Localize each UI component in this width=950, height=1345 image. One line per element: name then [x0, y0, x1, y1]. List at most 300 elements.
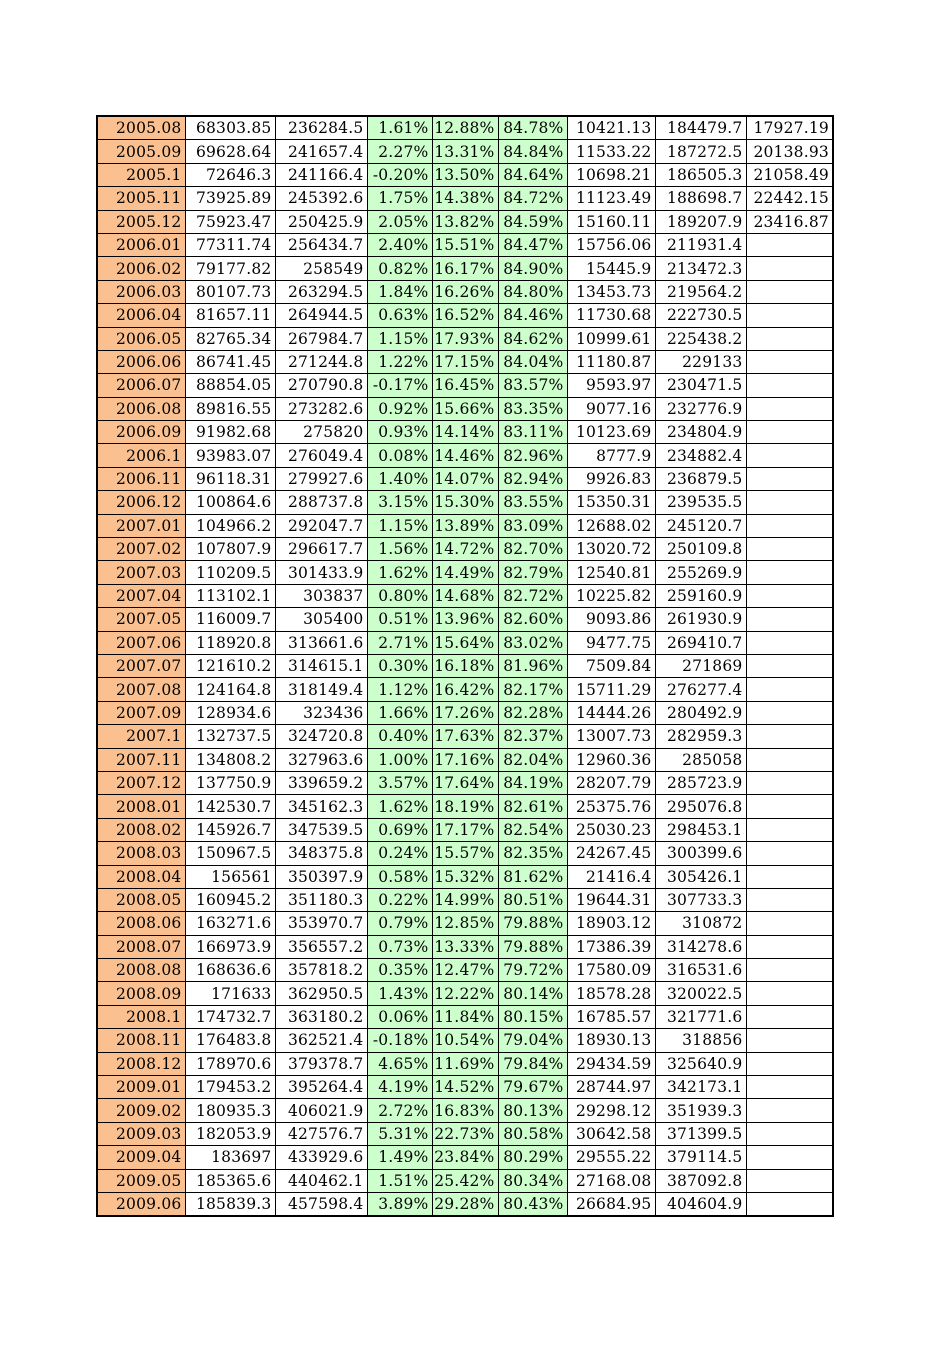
value-cell[interactable]: 296617.7 [275, 538, 367, 561]
growth-pct-cell[interactable]: 2.05% [367, 210, 432, 233]
date-cell[interactable]: 2007.11 [97, 748, 185, 771]
date-cell[interactable]: 2006.04 [97, 304, 185, 327]
date-cell[interactable]: 2006.1 [97, 444, 185, 467]
ratio-pct-cell[interactable]: 16.17% [432, 257, 498, 280]
value-cell[interactable]: 80107.73 [185, 280, 275, 303]
amount-cell[interactable]: 186505.3 [655, 163, 746, 186]
value-cell[interactable]: 91982.68 [185, 421, 275, 444]
amount-cell[interactable]: 269410.7 [655, 631, 746, 654]
amount-cell[interactable]: 10999.61 [567, 327, 655, 350]
amount-cell[interactable]: 184479.7 [655, 116, 746, 140]
value-cell[interactable]: 353970.7 [275, 912, 367, 935]
value-cell[interactable]: 395264.4 [275, 1076, 367, 1099]
amount-cell[interactable]: 11533.22 [567, 140, 655, 163]
value-cell[interactable]: 121610.2 [185, 654, 275, 677]
amount-cell[interactable]: 371399.5 [655, 1122, 746, 1145]
value-cell[interactable]: 241166.4 [275, 163, 367, 186]
amount-cell[interactable] [746, 350, 833, 373]
ratio-pct-cell[interactable]: 12.22% [432, 982, 498, 1005]
date-cell[interactable]: 2009.06 [97, 1192, 185, 1216]
ratio-pct-cell[interactable]: 17.64% [432, 771, 498, 794]
value-cell[interactable]: 241657.4 [275, 140, 367, 163]
amount-cell[interactable] [746, 1052, 833, 1075]
growth-pct-cell[interactable]: 2.40% [367, 233, 432, 256]
ratio-pct-cell[interactable]: 16.52% [432, 304, 498, 327]
value-cell[interactable]: 305400 [275, 608, 367, 631]
date-cell[interactable]: 2007.04 [97, 584, 185, 607]
share-pct-cell[interactable]: 82.28% [498, 701, 567, 724]
amount-cell[interactable]: 14444.26 [567, 701, 655, 724]
share-pct-cell[interactable]: 82.54% [498, 818, 567, 841]
share-pct-cell[interactable]: 84.59% [498, 210, 567, 233]
ratio-pct-cell[interactable]: 29.28% [432, 1192, 498, 1216]
share-pct-cell[interactable]: 84.72% [498, 187, 567, 210]
amount-cell[interactable] [746, 888, 833, 911]
amount-cell[interactable]: 11180.87 [567, 350, 655, 373]
amount-cell[interactable]: 232776.9 [655, 397, 746, 420]
share-pct-cell[interactable]: 82.17% [498, 678, 567, 701]
value-cell[interactable]: 313661.6 [275, 631, 367, 654]
value-cell[interactable]: 276049.4 [275, 444, 367, 467]
value-cell[interactable]: 256434.7 [275, 233, 367, 256]
growth-pct-cell[interactable]: 1.12% [367, 678, 432, 701]
amount-cell[interactable]: 187272.5 [655, 140, 746, 163]
ratio-pct-cell[interactable]: 15.66% [432, 397, 498, 420]
amount-cell[interactable]: 189207.9 [655, 210, 746, 233]
amount-cell[interactable] [746, 561, 833, 584]
growth-pct-cell[interactable]: 1.84% [367, 280, 432, 303]
amount-cell[interactable]: 325640.9 [655, 1052, 746, 1075]
ratio-pct-cell[interactable]: 17.63% [432, 725, 498, 748]
growth-pct-cell[interactable]: 0.58% [367, 865, 432, 888]
date-cell[interactable]: 2009.01 [97, 1076, 185, 1099]
share-pct-cell[interactable]: 84.78% [498, 116, 567, 140]
amount-cell[interactable]: 310872 [655, 912, 746, 935]
amount-cell[interactable]: 29555.22 [567, 1146, 655, 1169]
ratio-pct-cell[interactable]: 23.84% [432, 1146, 498, 1169]
amount-cell[interactable]: 276277.4 [655, 678, 746, 701]
date-cell[interactable]: 2006.02 [97, 257, 185, 280]
growth-pct-cell[interactable]: 0.92% [367, 397, 432, 420]
value-cell[interactable]: 132737.5 [185, 725, 275, 748]
amount-cell[interactable]: 321771.6 [655, 1005, 746, 1028]
ratio-pct-cell[interactable]: 15.51% [432, 233, 498, 256]
value-cell[interactable]: 118920.8 [185, 631, 275, 654]
share-pct-cell[interactable]: 81.62% [498, 865, 567, 888]
amount-cell[interactable]: 9477.75 [567, 631, 655, 654]
amount-cell[interactable]: 255269.9 [655, 561, 746, 584]
ratio-pct-cell[interactable]: 14.14% [432, 421, 498, 444]
date-cell[interactable]: 2008.12 [97, 1052, 185, 1075]
date-cell[interactable]: 2005.09 [97, 140, 185, 163]
amount-cell[interactable] [746, 678, 833, 701]
date-cell[interactable]: 2008.01 [97, 795, 185, 818]
ratio-pct-cell[interactable]: 14.52% [432, 1076, 498, 1099]
value-cell[interactable]: 279927.6 [275, 467, 367, 490]
amount-cell[interactable]: 230471.5 [655, 374, 746, 397]
date-cell[interactable]: 2008.09 [97, 982, 185, 1005]
share-pct-cell[interactable]: 83.55% [498, 491, 567, 514]
growth-pct-cell[interactable]: -0.17% [367, 374, 432, 397]
amount-cell[interactable] [746, 397, 833, 420]
amount-cell[interactable]: 10123.69 [567, 421, 655, 444]
value-cell[interactable]: 77311.74 [185, 233, 275, 256]
value-cell[interactable]: 245392.6 [275, 187, 367, 210]
value-cell[interactable]: 270790.8 [275, 374, 367, 397]
growth-pct-cell[interactable]: 0.30% [367, 654, 432, 677]
value-cell[interactable]: 314615.1 [275, 654, 367, 677]
value-cell[interactable]: 323436 [275, 701, 367, 724]
value-cell[interactable]: 156561 [185, 865, 275, 888]
amount-cell[interactable]: 9093.86 [567, 608, 655, 631]
value-cell[interactable]: 351180.3 [275, 888, 367, 911]
amount-cell[interactable] [746, 467, 833, 490]
ratio-pct-cell[interactable]: 11.84% [432, 1005, 498, 1028]
amount-cell[interactable]: 259160.9 [655, 584, 746, 607]
amount-cell[interactable]: 11730.68 [567, 304, 655, 327]
growth-pct-cell[interactable]: 3.89% [367, 1192, 432, 1216]
value-cell[interactable]: 185365.6 [185, 1169, 275, 1192]
value-cell[interactable]: 180935.3 [185, 1099, 275, 1122]
ratio-pct-cell[interactable]: 14.72% [432, 538, 498, 561]
amount-cell[interactable]: 17580.09 [567, 959, 655, 982]
value-cell[interactable]: 88854.05 [185, 374, 275, 397]
value-cell[interactable]: 363180.2 [275, 1005, 367, 1028]
value-cell[interactable]: 100864.6 [185, 491, 275, 514]
date-cell[interactable]: 2007.03 [97, 561, 185, 584]
amount-cell[interactable] [746, 280, 833, 303]
amount-cell[interactable]: 285058 [655, 748, 746, 771]
amount-cell[interactable] [746, 1076, 833, 1099]
amount-cell[interactable]: 22442.15 [746, 187, 833, 210]
amount-cell[interactable]: 17927.19 [746, 116, 833, 140]
amount-cell[interactable]: 7509.84 [567, 654, 655, 677]
ratio-pct-cell[interactable]: 13.33% [432, 935, 498, 958]
amount-cell[interactable]: 404604.9 [655, 1192, 746, 1216]
amount-cell[interactable]: 20138.93 [746, 140, 833, 163]
value-cell[interactable]: 271244.8 [275, 350, 367, 373]
value-cell[interactable]: 142530.7 [185, 795, 275, 818]
amount-cell[interactable]: 18903.12 [567, 912, 655, 935]
amount-cell[interactable]: 18578.28 [567, 982, 655, 1005]
amount-cell[interactable]: 18930.13 [567, 1029, 655, 1052]
date-cell[interactable]: 2005.08 [97, 116, 185, 140]
ratio-pct-cell[interactable]: 13.96% [432, 608, 498, 631]
share-pct-cell[interactable]: 84.84% [498, 140, 567, 163]
date-cell[interactable]: 2007.01 [97, 514, 185, 537]
date-cell[interactable]: 2006.11 [97, 467, 185, 490]
value-cell[interactable]: 113102.1 [185, 584, 275, 607]
value-cell[interactable]: 79177.82 [185, 257, 275, 280]
value-cell[interactable]: 327963.6 [275, 748, 367, 771]
amount-cell[interactable] [746, 982, 833, 1005]
value-cell[interactable]: 107807.9 [185, 538, 275, 561]
value-cell[interactable]: 292047.7 [275, 514, 367, 537]
amount-cell[interactable]: 15160.11 [567, 210, 655, 233]
ratio-pct-cell[interactable]: 16.83% [432, 1099, 498, 1122]
share-pct-cell[interactable]: 82.94% [498, 467, 567, 490]
amount-cell[interactable] [746, 748, 833, 771]
share-pct-cell[interactable]: 83.09% [498, 514, 567, 537]
value-cell[interactable]: 134808.2 [185, 748, 275, 771]
growth-pct-cell[interactable]: 0.93% [367, 421, 432, 444]
share-pct-cell[interactable]: 80.14% [498, 982, 567, 1005]
amount-cell[interactable]: 229133 [655, 350, 746, 373]
amount-cell[interactable]: 10421.13 [567, 116, 655, 140]
amount-cell[interactable]: 10225.82 [567, 584, 655, 607]
ratio-pct-cell[interactable]: 12.88% [432, 116, 498, 140]
value-cell[interactable]: 357818.2 [275, 959, 367, 982]
value-cell[interactable]: 75923.47 [185, 210, 275, 233]
date-cell[interactable]: 2006.07 [97, 374, 185, 397]
value-cell[interactable]: 379378.7 [275, 1052, 367, 1075]
amount-cell[interactable]: 305426.1 [655, 865, 746, 888]
date-cell[interactable]: 2007.08 [97, 678, 185, 701]
share-pct-cell[interactable]: 79.88% [498, 935, 567, 958]
share-pct-cell[interactable]: 79.04% [498, 1029, 567, 1052]
growth-pct-cell[interactable]: 5.31% [367, 1122, 432, 1145]
amount-cell[interactable]: 24267.45 [567, 842, 655, 865]
ratio-pct-cell[interactable]: 22.73% [432, 1122, 498, 1145]
value-cell[interactable]: 124164.8 [185, 678, 275, 701]
growth-pct-cell[interactable]: 1.15% [367, 327, 432, 350]
value-cell[interactable]: 110209.5 [185, 561, 275, 584]
value-cell[interactable]: 301433.9 [275, 561, 367, 584]
growth-pct-cell[interactable]: 1.56% [367, 538, 432, 561]
amount-cell[interactable]: 245120.7 [655, 514, 746, 537]
share-pct-cell[interactable]: 79.72% [498, 959, 567, 982]
amount-cell[interactable]: 236879.5 [655, 467, 746, 490]
amount-cell[interactable]: 27168.08 [567, 1169, 655, 1192]
amount-cell[interactable]: 280492.9 [655, 701, 746, 724]
amount-cell[interactable]: 15350.31 [567, 491, 655, 514]
amount-cell[interactable]: 12540.81 [567, 561, 655, 584]
value-cell[interactable]: 348375.8 [275, 842, 367, 865]
growth-pct-cell[interactable]: 3.57% [367, 771, 432, 794]
amount-cell[interactable]: 9077.16 [567, 397, 655, 420]
value-cell[interactable]: 406021.9 [275, 1099, 367, 1122]
amount-cell[interactable]: 298453.1 [655, 818, 746, 841]
value-cell[interactable]: 89816.55 [185, 397, 275, 420]
share-pct-cell[interactable]: 84.80% [498, 280, 567, 303]
share-pct-cell[interactable]: 80.43% [498, 1192, 567, 1216]
share-pct-cell[interactable]: 81.96% [498, 654, 567, 677]
amount-cell[interactable] [746, 701, 833, 724]
value-cell[interactable]: 163271.6 [185, 912, 275, 935]
ratio-pct-cell[interactable]: 15.30% [432, 491, 498, 514]
ratio-pct-cell[interactable]: 16.18% [432, 654, 498, 677]
growth-pct-cell[interactable]: 3.15% [367, 491, 432, 514]
value-cell[interactable]: 273282.6 [275, 397, 367, 420]
amount-cell[interactable] [746, 818, 833, 841]
growth-pct-cell[interactable]: 1.43% [367, 982, 432, 1005]
ratio-pct-cell[interactable]: 10.54% [432, 1029, 498, 1052]
value-cell[interactable]: 137750.9 [185, 771, 275, 794]
growth-pct-cell[interactable]: 1.00% [367, 748, 432, 771]
value-cell[interactable]: 457598.4 [275, 1192, 367, 1216]
share-pct-cell[interactable]: 79.67% [498, 1076, 567, 1099]
amount-cell[interactable]: 320022.5 [655, 982, 746, 1005]
ratio-pct-cell[interactable]: 17.17% [432, 818, 498, 841]
amount-cell[interactable]: 29298.12 [567, 1099, 655, 1122]
growth-pct-cell[interactable]: 0.35% [367, 959, 432, 982]
amount-cell[interactable]: 234804.9 [655, 421, 746, 444]
value-cell[interactable]: 174732.7 [185, 1005, 275, 1028]
amount-cell[interactable] [746, 538, 833, 561]
date-cell[interactable]: 2008.02 [97, 818, 185, 841]
growth-pct-cell[interactable]: 0.80% [367, 584, 432, 607]
date-cell[interactable]: 2006.08 [97, 397, 185, 420]
ratio-pct-cell[interactable]: 16.26% [432, 280, 498, 303]
amount-cell[interactable]: 13453.73 [567, 280, 655, 303]
date-cell[interactable]: 2007.09 [97, 701, 185, 724]
date-cell[interactable]: 2008.05 [97, 888, 185, 911]
value-cell[interactable]: 183697 [185, 1146, 275, 1169]
value-cell[interactable]: 347539.5 [275, 818, 367, 841]
amount-cell[interactable]: 17386.39 [567, 935, 655, 958]
amount-cell[interactable]: 300399.6 [655, 842, 746, 865]
share-pct-cell[interactable]: 80.13% [498, 1099, 567, 1122]
value-cell[interactable]: 128934.6 [185, 701, 275, 724]
amount-cell[interactable]: 28207.79 [567, 771, 655, 794]
date-cell[interactable]: 2008.07 [97, 935, 185, 958]
amount-cell[interactable] [746, 935, 833, 958]
amount-cell[interactable] [746, 1192, 833, 1216]
share-pct-cell[interactable]: 80.58% [498, 1122, 567, 1145]
value-cell[interactable]: 93983.07 [185, 444, 275, 467]
amount-cell[interactable] [746, 584, 833, 607]
ratio-pct-cell[interactable]: 16.42% [432, 678, 498, 701]
date-cell[interactable]: 2007.1 [97, 725, 185, 748]
value-cell[interactable]: 267984.7 [275, 327, 367, 350]
amount-cell[interactable]: 387092.8 [655, 1169, 746, 1192]
share-pct-cell[interactable]: 82.04% [498, 748, 567, 771]
value-cell[interactable]: 68303.85 [185, 116, 275, 140]
value-cell[interactable]: 339659.2 [275, 771, 367, 794]
share-pct-cell[interactable]: 80.34% [498, 1169, 567, 1192]
ratio-pct-cell[interactable]: 17.16% [432, 748, 498, 771]
growth-pct-cell[interactable]: 1.40% [367, 467, 432, 490]
amount-cell[interactable]: 15445.9 [567, 257, 655, 280]
share-pct-cell[interactable]: 82.35% [498, 842, 567, 865]
value-cell[interactable]: 166973.9 [185, 935, 275, 958]
amount-cell[interactable]: 261930.9 [655, 608, 746, 631]
ratio-pct-cell[interactable]: 12.85% [432, 912, 498, 935]
growth-pct-cell[interactable]: 4.65% [367, 1052, 432, 1075]
share-pct-cell[interactable]: 79.84% [498, 1052, 567, 1075]
growth-pct-cell[interactable]: 1.75% [367, 187, 432, 210]
ratio-pct-cell[interactable]: 12.47% [432, 959, 498, 982]
amount-cell[interactable]: 219564.2 [655, 280, 746, 303]
ratio-pct-cell[interactable]: 15.64% [432, 631, 498, 654]
value-cell[interactable]: 81657.11 [185, 304, 275, 327]
date-cell[interactable]: 2006.01 [97, 233, 185, 256]
amount-cell[interactable] [746, 421, 833, 444]
value-cell[interactable]: 275820 [275, 421, 367, 444]
amount-cell[interactable] [746, 795, 833, 818]
amount-cell[interactable]: 9593.97 [567, 374, 655, 397]
amount-cell[interactable] [746, 1005, 833, 1028]
amount-cell[interactable] [746, 725, 833, 748]
date-cell[interactable]: 2008.1 [97, 1005, 185, 1028]
amount-cell[interactable]: 12960.36 [567, 748, 655, 771]
date-cell[interactable]: 2008.08 [97, 959, 185, 982]
growth-pct-cell[interactable]: 0.40% [367, 725, 432, 748]
amount-cell[interactable] [746, 1099, 833, 1122]
ratio-pct-cell[interactable]: 14.46% [432, 444, 498, 467]
ratio-pct-cell[interactable]: 17.15% [432, 350, 498, 373]
amount-cell[interactable]: 12688.02 [567, 514, 655, 537]
amount-cell[interactable]: 188698.7 [655, 187, 746, 210]
amount-cell[interactable] [746, 304, 833, 327]
ratio-pct-cell[interactable]: 15.57% [432, 842, 498, 865]
amount-cell[interactable]: 211931.4 [655, 233, 746, 256]
growth-pct-cell[interactable]: 1.22% [367, 350, 432, 373]
growth-pct-cell[interactable]: 0.82% [367, 257, 432, 280]
value-cell[interactable]: 69628.64 [185, 140, 275, 163]
amount-cell[interactable] [746, 444, 833, 467]
ratio-pct-cell[interactable]: 14.38% [432, 187, 498, 210]
value-cell[interactable]: 116009.7 [185, 608, 275, 631]
amount-cell[interactable] [746, 608, 833, 631]
growth-pct-cell[interactable]: 4.19% [367, 1076, 432, 1099]
amount-cell[interactable] [746, 865, 833, 888]
share-pct-cell[interactable]: 84.19% [498, 771, 567, 794]
date-cell[interactable]: 2007.12 [97, 771, 185, 794]
share-pct-cell[interactable]: 82.37% [498, 725, 567, 748]
share-pct-cell[interactable]: 84.62% [498, 327, 567, 350]
date-cell[interactable]: 2006.12 [97, 491, 185, 514]
value-cell[interactable]: 250425.9 [275, 210, 367, 233]
value-cell[interactable]: 150967.5 [185, 842, 275, 865]
share-pct-cell[interactable]: 83.35% [498, 397, 567, 420]
amount-cell[interactable] [746, 1122, 833, 1145]
amount-cell[interactable]: 21058.49 [746, 163, 833, 186]
growth-pct-cell[interactable]: 0.63% [367, 304, 432, 327]
date-cell[interactable]: 2006.05 [97, 327, 185, 350]
amount-cell[interactable] [746, 1146, 833, 1169]
growth-pct-cell[interactable]: 1.62% [367, 795, 432, 818]
value-cell[interactable]: 185839.3 [185, 1192, 275, 1216]
amount-cell[interactable]: 225438.2 [655, 327, 746, 350]
growth-pct-cell[interactable]: 1.51% [367, 1169, 432, 1192]
date-cell[interactable]: 2009.04 [97, 1146, 185, 1169]
growth-pct-cell[interactable]: 0.08% [367, 444, 432, 467]
ratio-pct-cell[interactable]: 16.45% [432, 374, 498, 397]
amount-cell[interactable] [746, 631, 833, 654]
value-cell[interactable]: 440462.1 [275, 1169, 367, 1192]
value-cell[interactable]: 86741.45 [185, 350, 275, 373]
share-pct-cell[interactable]: 84.64% [498, 163, 567, 186]
amount-cell[interactable]: 250109.8 [655, 538, 746, 561]
growth-pct-cell[interactable]: 1.61% [367, 116, 432, 140]
date-cell[interactable]: 2007.07 [97, 654, 185, 677]
date-cell[interactable]: 2008.11 [97, 1029, 185, 1052]
share-pct-cell[interactable]: 80.29% [498, 1146, 567, 1169]
amount-cell[interactable]: 13007.73 [567, 725, 655, 748]
share-pct-cell[interactable]: 82.70% [498, 538, 567, 561]
ratio-pct-cell[interactable]: 14.07% [432, 467, 498, 490]
amount-cell[interactable] [746, 491, 833, 514]
value-cell[interactable]: 72646.3 [185, 163, 275, 186]
amount-cell[interactable]: 8777.9 [567, 444, 655, 467]
date-cell[interactable]: 2006.03 [97, 280, 185, 303]
amount-cell[interactable] [746, 1169, 833, 1192]
date-cell[interactable]: 2009.05 [97, 1169, 185, 1192]
ratio-pct-cell[interactable]: 13.31% [432, 140, 498, 163]
amount-cell[interactable]: 342173.1 [655, 1076, 746, 1099]
amount-cell[interactable]: 15711.29 [567, 678, 655, 701]
